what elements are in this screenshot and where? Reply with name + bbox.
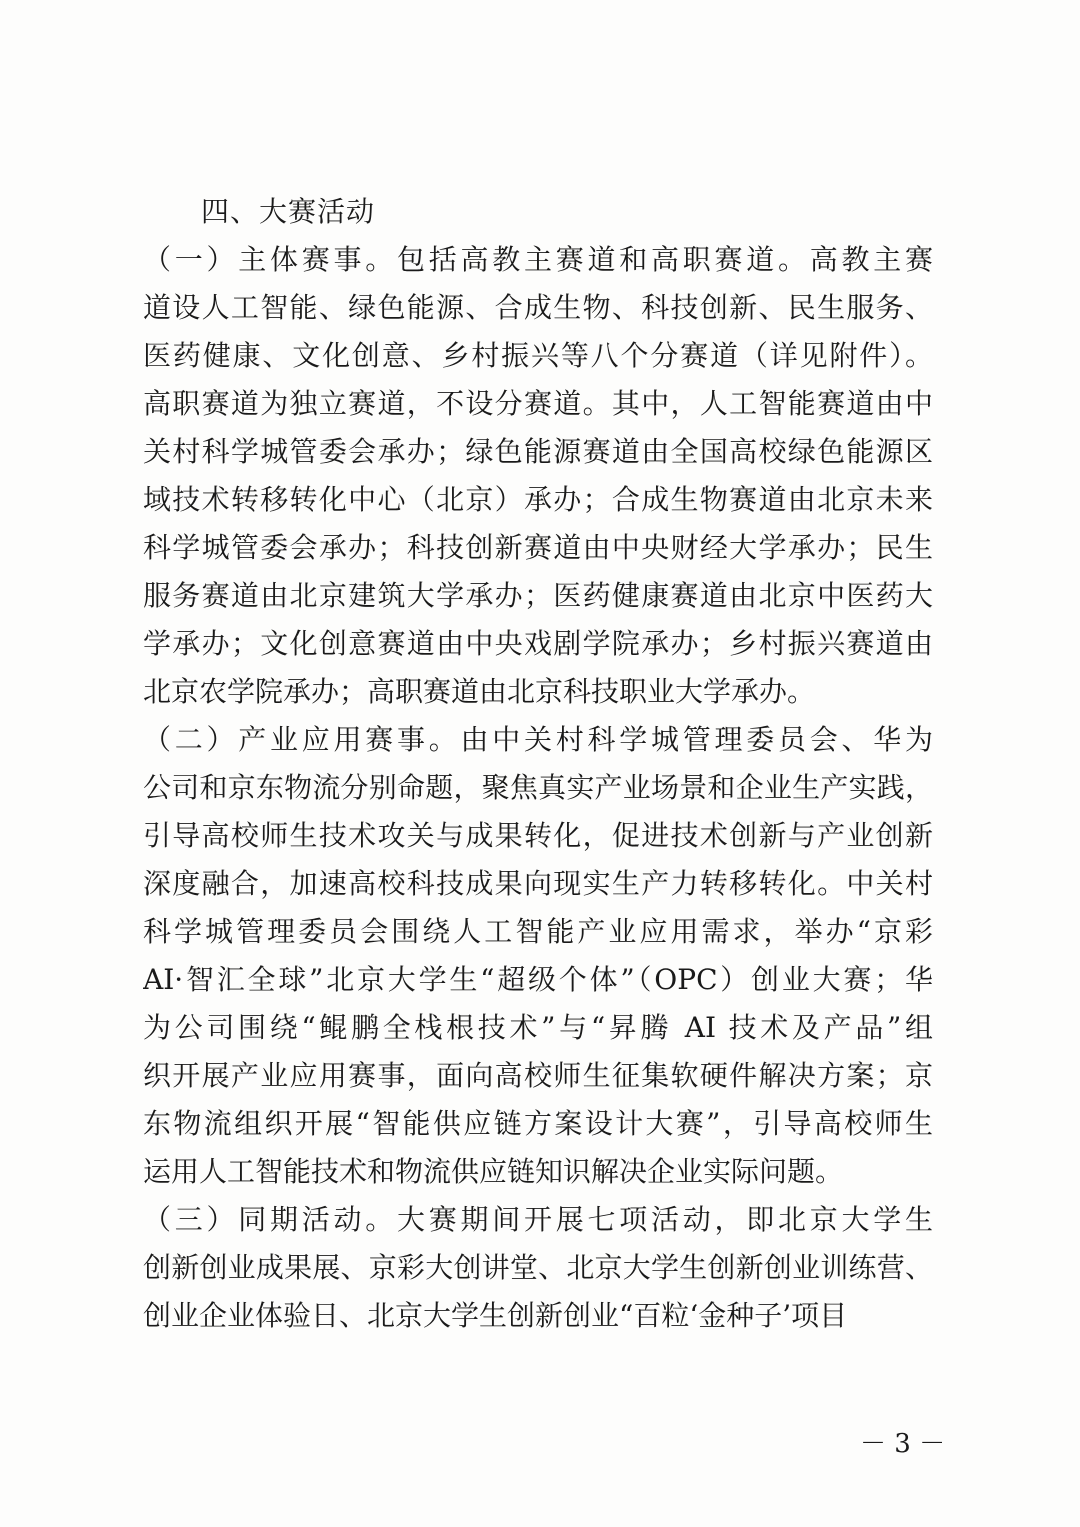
text-line: （二）产业应用赛事。由中关村科学城管理委员会、华为 bbox=[143, 723, 933, 756]
text-line: 高职赛道为独立赛道，不设分赛道。其中，人工智能赛道由中 bbox=[143, 387, 933, 420]
text-line: 学承办；文化创意赛道由中央戏剧学院承办；乡村振兴赛道由 bbox=[143, 627, 933, 660]
text-line: 为公司围绕“鲲鹏全栈根技术”与“昇腾 AI 技术及产品”组 bbox=[143, 1011, 933, 1044]
paragraph bbox=[143, 236, 933, 716]
text-line: 道设人工智能、绿色能源、合成生物、科技创新、民生服务、 bbox=[143, 291, 933, 324]
paragraph bbox=[143, 1196, 933, 1340]
text-line: 服务赛道由北京建筑大学承办；医药健康赛道由北京中医药大 bbox=[143, 579, 933, 612]
text-line: 科学城管委会承办；科技创新赛道由中央财经大学承办；民生 bbox=[143, 531, 933, 564]
text-line: 域技术转移转化中心（北京）承办；合成生物赛道由北京未来 bbox=[143, 483, 933, 516]
paragraph bbox=[143, 716, 933, 1196]
text-line: 运用人工智能技术和物流供应链知识解决企业实际问题。 bbox=[143, 1155, 844, 1188]
text-line: 引导高校师生技术攻关与成果转化，促进技术创新与产业创新 bbox=[143, 819, 933, 852]
text-line: 创新创业成果展、京彩大创讲堂、北京大学生创新创业训练营、 bbox=[143, 1251, 933, 1284]
text-line: 医药健康、文化创意、乡村振兴等八个分赛道（详见附件）。 bbox=[143, 339, 933, 372]
text-line: 科学城管理委员会围绕人工智能产业应用需求，举办“京彩 bbox=[143, 915, 933, 948]
paragraph-list bbox=[143, 236, 933, 1340]
text-line: 北京农学院承办；高职赛道由北京科技职业大学承办。 bbox=[143, 675, 816, 708]
page-number: － 3 － bbox=[860, 1429, 946, 1459]
text-line: 创业企业体验日、北京大学生创新创业“百粒‘金种子’项目 bbox=[143, 1299, 848, 1332]
text-line: 深度融合，加速高校科技成果向现实生产力转移转化。中关村 bbox=[143, 867, 933, 900]
text-line: 公司和京东物流分别命题，聚焦真实产业场景和企业生产实践， bbox=[143, 771, 933, 804]
text-line: （三）同期活动。大赛期间开展七项活动，即北京大学生 bbox=[143, 1203, 933, 1236]
text-line: 东物流组织开展“智能供应链方案设计大赛”，引导高校师生 bbox=[143, 1107, 933, 1140]
text-line: 关村科学城管委会承办；绿色能源赛道由全国高校绿色能源区 bbox=[143, 435, 933, 468]
text-line: AI·智汇全球”北京大学生“超级个体”（OPC）创业大赛；华 bbox=[143, 963, 933, 996]
section-heading: 四、大赛活动 bbox=[201, 195, 376, 228]
text-line: （一）主体赛事。包括高教主赛道和高职赛道。高教主赛 bbox=[143, 243, 933, 276]
text-line: 织开展产业应用赛事，面向高校师生征集软硬件解决方案；京 bbox=[143, 1059, 933, 1092]
document-body bbox=[143, 188, 933, 1340]
